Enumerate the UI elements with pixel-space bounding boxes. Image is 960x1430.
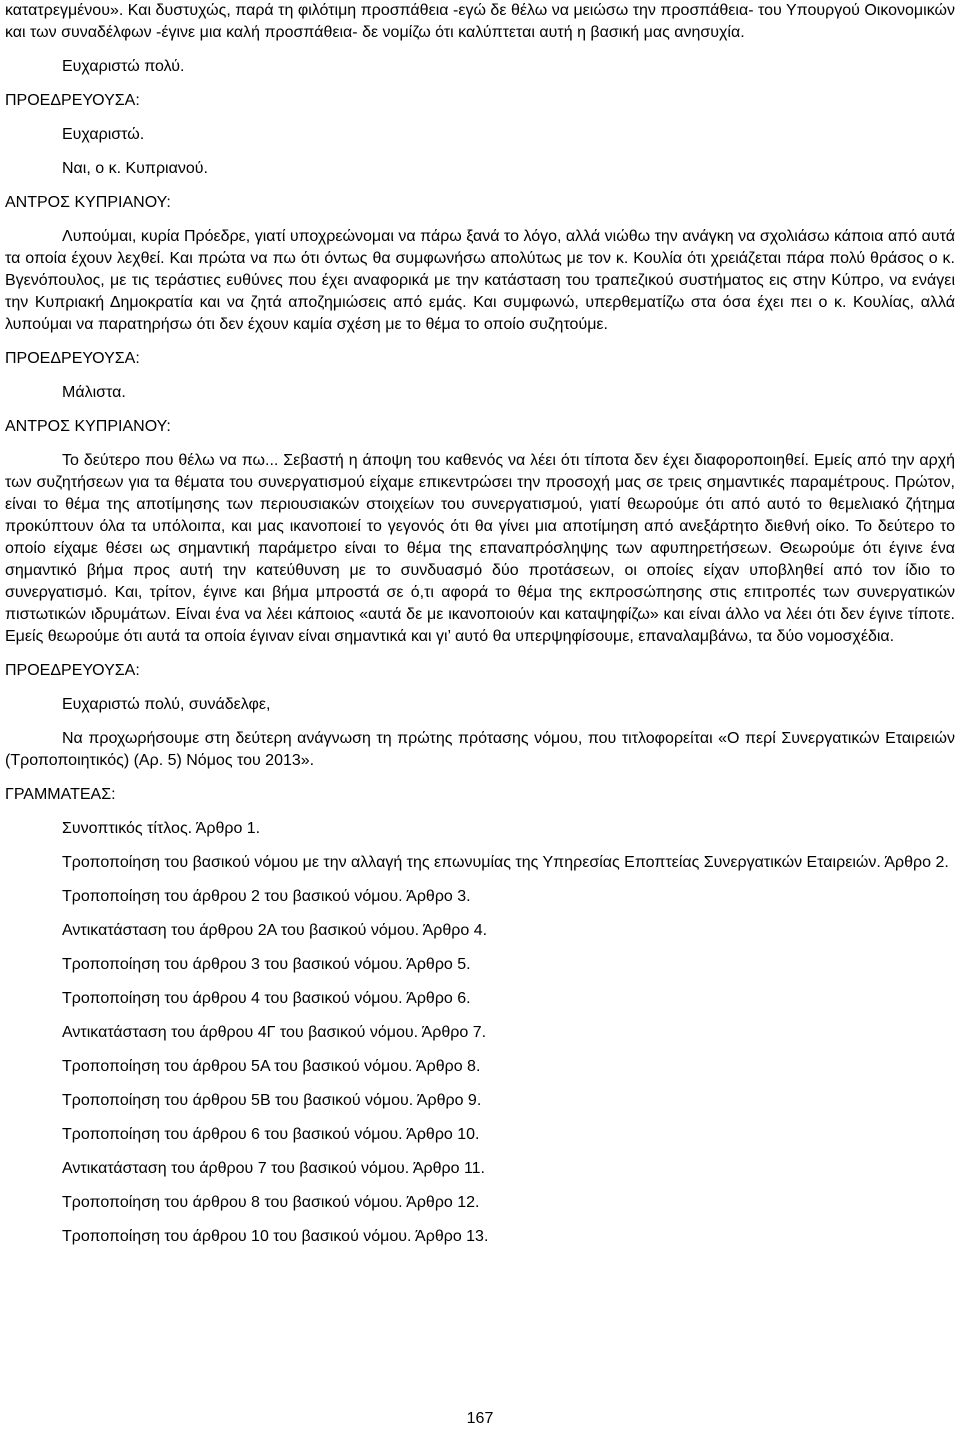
speaker-label: ΠΡΟΕΔΡΕΥΟΥΣΑ: (5, 92, 140, 109)
list-item: Αντικατάσταση του άρθρου 2Α του βασικού νόμου. Άρθρο 4. (62, 922, 488, 939)
transcript-body (5, 0, 955, 1260)
paragraph: Ευχαριστώ πολύ. (62, 58, 185, 75)
paragraph: Ευχαριστώ. (62, 126, 145, 143)
speaker-label: ΠΡΟΕΔΡΕΥΟΥΣΑ: (5, 350, 140, 367)
list-item: Τροποποίηση του άρθρου 5Β του βασικού νόμου. Άρθρο 9. (62, 1092, 482, 1109)
paragraph: Το δεύτερο που θέλω να πω... Σεβαστή η άποψη του καθενός να λέει ότι τίποτα δεν έχει διαφοροποιηθεί. Εμείς από την αρχή των συζητήσεων για τα θέματα του συνεργατισμού είχαμε επικεντρώσει την προσοχή μας σε τρεις σημαντικές παραμέτρους. Πρώτον, είναι το θέμα της αποτίμησης των περιουσιακών στοιχείων του συνεργατισμού, γιατί θεωρούμε ότι από αυτό το θεμελιακό ζήτημα προκύπτουν όλα τα υπόλοιπα, και μας ικανοποιεί το γεγονός ότι θα γίνει μια αποτίμηση από ανεξάρτητο διεθνή οίκο. Το δεύτερο το οποίο είχαμε θέσει ως σημαντική παράμετρο είναι το θέμα της επαναπρόσληψης των αφυπηρετήσεων. Θεωρούμε ότι έγινε ένα σημαντικό βήμα προς αυτή την κατεύθυνση με το συνδυασμό δύο προτάσεων, οι οποίες είχαν υποβληθεί από τον ίδιο το συνεργατισμό. Και, τρίτον, έγινε και βήμα μπροστά σε ό,τι αφορά το θέμα της εκπροσώπησης στις επιτροπές των συνεργατικών πιστωτικών ιδρυμάτων. Είναι ένα να λέει κάποιος «αυτά δε με ικανοποιούν και καταψηφίζω» και είναι άλλο να λέει ότι δεν έγινε τίποτε. Εμείς θεωρούμε ότι αυτά τα οποία έγιναν είναι σημαντικά και γι’ αυτό θα υπερψηφίσουμε, επαναλαμβάνω, τα δύο νομοσχέδια. (5, 452, 955, 645)
list-item: Τροποποίηση του βασικού νόμου με την αλλαγή της επωνυμίας της Υπηρεσίας Εποπτείας Συνεργατικών Εταιρειών. Άρθρο 2. (62, 854, 949, 871)
list-item: Τροποποίηση του άρθρου 8 του βασικού νόμου. Άρθρο 12. (62, 1194, 480, 1211)
speaker-label: ΑΝΤΡΟΣ ΚΥΠΡΙΑΝΟΥ: (5, 194, 171, 211)
list-item: Αντικατάσταση του άρθρου 4Γ του βασικού νόμου. Άρθρο 7. (62, 1024, 487, 1041)
list-item: Τροποποίηση του άρθρου 3 του βασικού νόμου. Άρθρο 5. (62, 956, 471, 973)
speaker-label: ΓΡΑΜΜΑΤΕΑΣ: (5, 786, 116, 803)
page-number: 167 (466, 1410, 494, 1427)
list-item: Τροποποίηση του άρθρου 5Α του βασικού νόμου. Άρθρο 8. (62, 1058, 481, 1075)
paragraph: Μάλιστα. (62, 384, 126, 401)
list-item: Τροποποίηση του άρθρου 2 του βασικού νόμου. Άρθρο 3. (62, 888, 471, 905)
speaker-label: ΠΡΟΕΔΡΕΥΟΥΣΑ: (5, 662, 140, 679)
list-item: Συνοπτικός τίτλος. Άρθρο 1. (62, 820, 261, 837)
list-item: Τροποποίηση του άρθρου 10 του βασικού νόμου. Άρθρο 13. (62, 1228, 489, 1245)
paragraph: Ναι, ο κ. Κυπριανού. (62, 160, 208, 177)
list-item: Αντικατάσταση του άρθρου 7 του βασικού νόμου. Άρθρο 11. (62, 1160, 485, 1177)
paragraph: Λυπούμαι, κυρία Πρόεδρε, γιατί υποχρεώνομαι να πάρω ξανά το λόγο, αλλά νιώθω την ανάγκη να σχολιάσω κάποια από αυτά τα οποία έχουν λεχθεί. Και πρώτα να πω ότι όντως θα συμφωνήσω απολύτως με τον κ. Κουλία ότι χρειάζεται πάρα πολύ θράσος ο κ. Βγενόπουλος, με τις τεράστιες ευθύνες που έχει αναφορικά με την κατάσταση του τραπεζικού συστήματος εις στην Κύπρο, να ενάγει την Κυπριακή Δημοκρατία και να ζητά αποζημιώσεις από εμάς. Και συμφωνώ, υπερθεματίζω στα όσα έχει πει ο κ. Κουλίας, αλλά λυπούμαι να παρατηρήσω ότι δεν έχουν καμία σχέση με το θέμα το οποίο συζητούμε. (5, 228, 955, 333)
paragraph: Να προχωρήσουμε στη δεύτερη ανάγνωση τη πρώτης πρότασης νόμου, που τιτλοφορείται «Ο περί Συνεργατικών Εταιρειών (Τροποποιητικός) (Αρ. 5) Νόμος του 2013». (5, 730, 955, 769)
list-item: Τροποποίηση του άρθρου 6 του βασικού νόμου. Άρθρο 10. (62, 1126, 480, 1143)
speaker-label: ΑΝΤΡΟΣ ΚΥΠΡΙΑΝΟΥ: (5, 418, 171, 435)
paragraph: κατατρεγμένου». Και δυστυχώς, παρά τη φιλότιμη προσπάθεια -εγώ δε θέλω να μειώσω την προσπάθεια- του Υπουργού Οικονομικών και των συναδέλφων -έγινε μια καλή προσπάθεια- δε νομίζω ότι καλύπτεται αυτή η βασική μας ανησυχία. (5, 2, 955, 41)
list-item: Τροποποίηση του άρθρου 4 του βασικού νόμου. Άρθρο 6. (62, 990, 471, 1007)
paragraph: Ευχαριστώ πολύ, συνάδελφε, (62, 696, 271, 713)
